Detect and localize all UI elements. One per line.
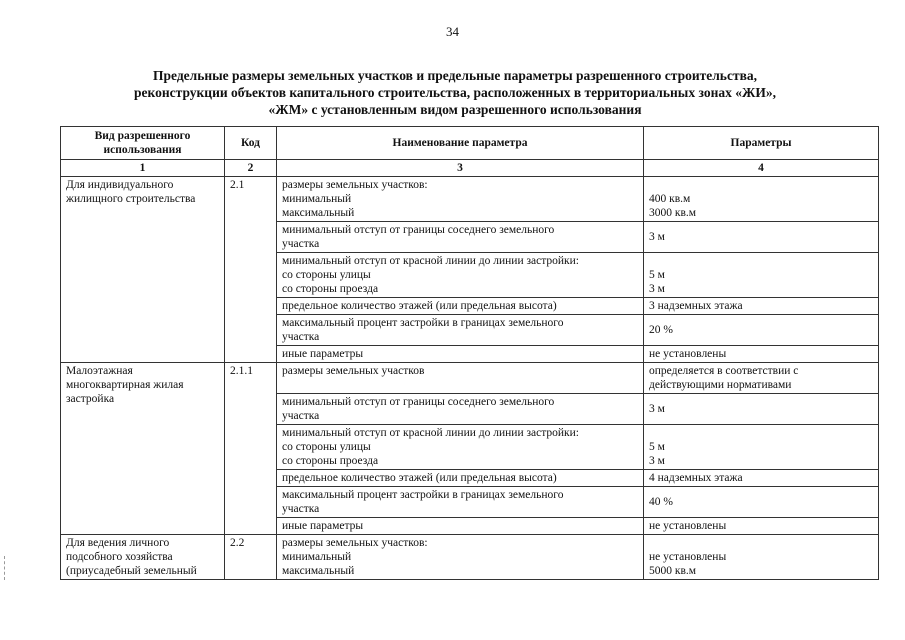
param-value-line: 3 м	[649, 231, 665, 243]
header-use-type-line: Вид разрешенного	[94, 130, 191, 142]
use-type-line: (приусадебный земельный	[66, 565, 197, 577]
param-value-line: 40 %	[649, 496, 673, 508]
param-value-cell	[644, 518, 879, 535]
param-value-line: не установлены	[649, 348, 727, 360]
table-row	[61, 363, 879, 394]
param-name-line: со стороны улицы	[282, 441, 371, 453]
param-name-line: максимальный процент застройки в границах земельного	[282, 317, 564, 329]
use-type-line: Малоэтажная	[66, 365, 133, 377]
param-value-cell	[644, 298, 879, 315]
table-row	[61, 177, 879, 222]
column-number: 3	[277, 160, 644, 177]
param-value-cell	[644, 363, 879, 394]
use-type-line: Для индивидуального	[66, 179, 174, 191]
param-name-line: максимальный процент застройки в границах земельного	[282, 489, 564, 501]
header-params: Параметры	[644, 127, 879, 160]
param-value-cell	[644, 177, 879, 222]
code-cell: 2.2	[225, 535, 277, 580]
code-cell: 2.1	[225, 177, 277, 363]
param-name-line: со стороны улицы	[282, 269, 371, 281]
param-value-cell	[644, 346, 879, 363]
param-value-cell	[644, 425, 879, 470]
param-name-cell	[277, 394, 644, 425]
param-value-cell	[644, 222, 879, 253]
scan-edge-mark	[4, 556, 9, 580]
param-value-cell	[644, 394, 879, 425]
param-value-line	[649, 178, 873, 192]
param-name-cell	[277, 298, 644, 315]
param-name-cell	[277, 315, 644, 346]
param-value-line: 5 м	[649, 441, 665, 453]
param-name-cell	[277, 177, 644, 222]
parameters-table	[60, 126, 879, 580]
table-header-row	[61, 127, 879, 160]
param-value-line: не установлены	[649, 520, 727, 532]
param-value-line: 5000 кв.м	[649, 565, 697, 577]
param-name-line: минимальный отступ от границы соседнего земельного	[282, 224, 555, 236]
table-row	[61, 535, 879, 580]
param-name-line: размеры земельных участков:	[282, 537, 428, 549]
use-type-line: жилищного строительства	[66, 193, 196, 205]
param-value-cell	[644, 487, 879, 518]
param-value-line: 4 надземных этажа	[649, 472, 743, 484]
param-name-cell	[277, 487, 644, 518]
param-value-line: действующими нормативами	[649, 379, 792, 391]
use-type-cell	[61, 535, 225, 580]
use-type-cell	[61, 177, 225, 363]
param-name-line: со стороны проезда	[282, 455, 379, 467]
param-value-line	[649, 426, 873, 440]
param-name-line: минимальный	[282, 193, 352, 205]
param-name-line: иные параметры	[282, 348, 364, 360]
table-body	[61, 177, 879, 580]
param-name-cell	[277, 470, 644, 487]
param-name-line: минимальный отступ от красной линии до линии застройки:	[282, 255, 579, 267]
param-name-line: минимальный	[282, 551, 352, 563]
param-name-line: размеры земельных участков:	[282, 179, 428, 191]
param-value-line	[649, 254, 873, 268]
param-name-line: иные параметры	[282, 520, 364, 532]
column-number: 4	[644, 160, 879, 177]
code-cell: 2.1.1	[225, 363, 277, 535]
param-name-cell	[277, 425, 644, 470]
param-value-line: 3 м	[649, 403, 665, 415]
param-value-cell	[644, 315, 879, 346]
param-value-line: 3 надземных этажа	[649, 300, 743, 312]
param-value-line: не установлены	[649, 551, 727, 563]
param-name-line: минимальный отступ от красной линии до линии застройки:	[282, 427, 579, 439]
param-name-line: максимальный	[282, 565, 355, 577]
param-name-line: предельное количество этажей (или предельная высота)	[282, 472, 557, 484]
use-type-line: многоквартирная жилая	[66, 379, 184, 391]
title-line: «ЖМ» с установленным видом разрешенного использования	[268, 102, 642, 117]
header-use-type	[61, 127, 225, 160]
param-name-line: участка	[282, 503, 320, 515]
use-type-line: подсобного хозяйства	[66, 551, 173, 563]
header-param-name: Наименование параметра	[277, 127, 644, 160]
param-value-cell	[644, 253, 879, 298]
param-name-line: максимальный	[282, 207, 355, 219]
param-value-line: 5 м	[649, 269, 665, 281]
param-name-line: размеры земельных участков	[282, 365, 425, 377]
param-value-line: 3 м	[649, 455, 665, 467]
param-name-line: предельное количество этажей (или предельная высота)	[282, 300, 557, 312]
param-name-line: участка	[282, 331, 320, 343]
header-code: Код	[225, 127, 277, 160]
param-name-line: участка	[282, 410, 320, 422]
use-type-line: застройка	[66, 393, 115, 405]
param-value-line: 3000 кв.м	[649, 207, 697, 219]
param-value-line: определяется в соответствии с	[649, 365, 799, 377]
param-value-cell	[644, 470, 879, 487]
param-name-line: участка	[282, 238, 320, 250]
param-name-cell	[277, 535, 644, 580]
page-number: 34	[446, 24, 459, 39]
use-type-cell	[61, 363, 225, 535]
param-name-cell	[277, 363, 644, 394]
param-name-cell	[277, 346, 644, 363]
param-value-line: 20 %	[649, 324, 673, 336]
param-name-cell	[277, 518, 644, 535]
column-number: 2	[225, 160, 277, 177]
title-line: Предельные размеры земельных участков и предельные параметры разрешенного строительства,	[153, 68, 757, 83]
column-numbers-row	[61, 160, 879, 177]
param-value-cell	[644, 535, 879, 580]
use-type-line: Для ведения личного	[66, 537, 170, 549]
header-use-type-line: использования	[103, 144, 182, 156]
param-name-line: минимальный отступ от границы соседнего земельного	[282, 396, 555, 408]
document-title	[60, 67, 850, 118]
param-value-line: 400 кв.м	[649, 193, 691, 205]
param-name-cell	[277, 222, 644, 253]
param-value-line	[649, 536, 873, 550]
param-name-cell	[277, 253, 644, 298]
column-number: 1	[61, 160, 225, 177]
param-value-line: 3 м	[649, 283, 665, 295]
title-line: реконструкции объектов капитального строительства, расположенных в территориальных зонах «ЖИ»,	[134, 85, 776, 100]
param-name-line: со стороны проезда	[282, 283, 379, 295]
